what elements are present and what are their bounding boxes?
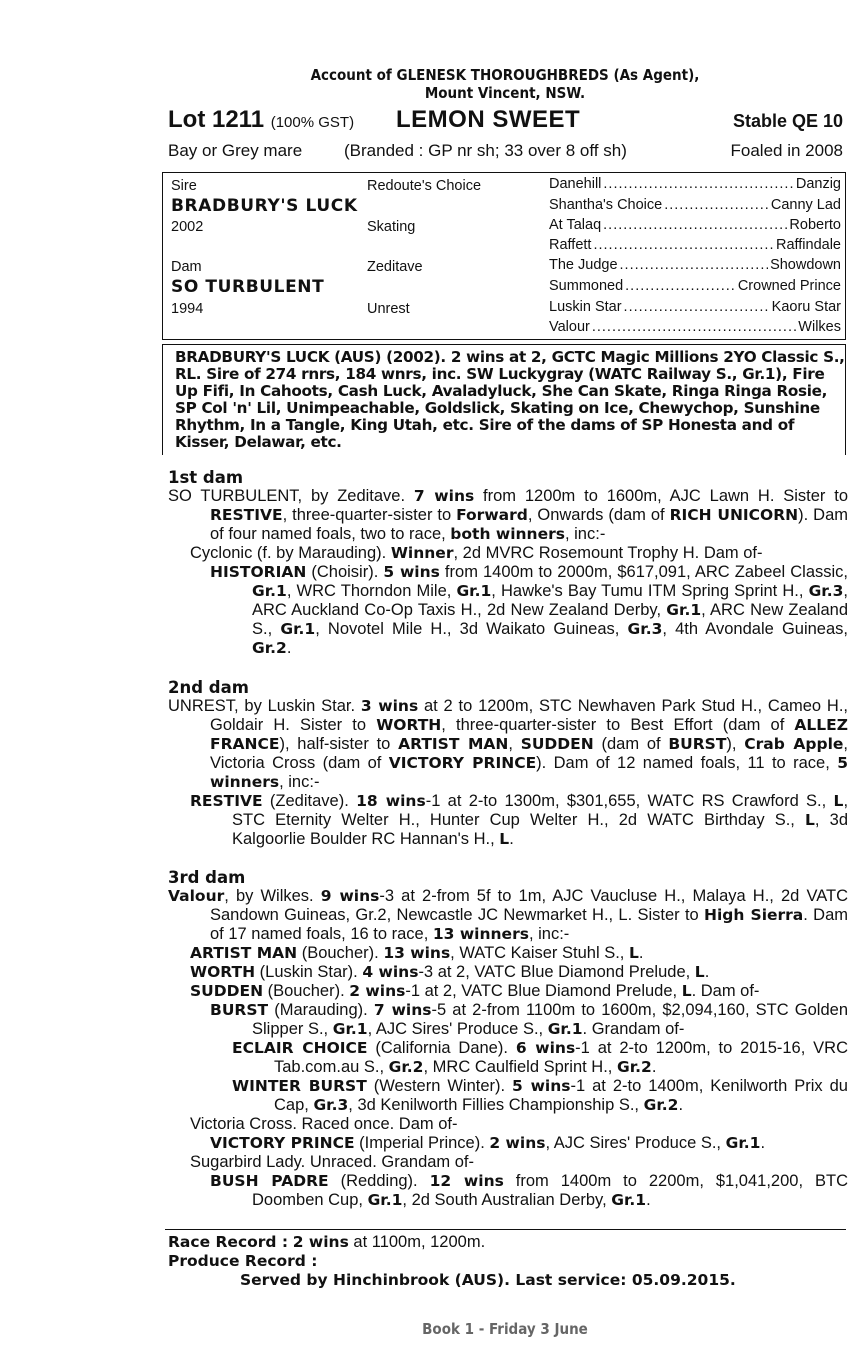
dam-sire: Zeditave	[367, 259, 423, 275]
horse-description: Bay or Grey mare	[168, 141, 303, 160]
third-dam-heading: 3rd dam	[168, 868, 246, 887]
gs-row: Summoned ..... Crowned Prince	[549, 278, 841, 294]
lot-number: Lot 1211 (100% GST)	[168, 106, 355, 133]
dam-label: Dam	[171, 259, 202, 275]
gs-row: Shantha's Choice ..... Canny Lad	[549, 197, 841, 213]
sire-sire: Redoute's Choice	[367, 178, 482, 194]
sire-name: BRADBURY'S LUCK	[171, 196, 358, 216]
gs-row: Luskin Star ..... Kaoru Star	[549, 299, 841, 315]
first-dam-section	[168, 468, 848, 658]
divider	[165, 1229, 846, 1230]
second-dam-text: UNREST, by Luskin Star. 3 wins at 2 to 1200m, STC Newhaven Park Stud H., Cameo H., Goldair H. Sister to WORTH, three-quarter-sister to Best Effort (dam of ALLEZ FRANCE), half-sister to ARTIST MAN, SUDDEN (dam of BURST), Crab Apple, Victoria Cross (dam of VICTORY PRINCE). Dam of 12 named foals, 11 to race, 5 winners, inc:-	[168, 697, 849, 791]
sire-summary: BRADBURY'S LUCK (AUS) (2002). 2 wins at 2, GCTC Magic Millions 2YO Classic S., RL. Sire of 274 rnrs, 184 wnrs, inc. SW Luckygray (WATC Railway S., Gr.1), Fire Up Fifi, In Cahoots, Cash Luck, Avaladyluck, She Can Skate, Ringa Ringa Rosie, SP Col 'n' Lil, Unimpeachable, Goldslick, Skating on Ice, Chewychop, Sunshine Rhythm, In a Tangle, King Utah, etc. Sire of the dams of SP Honesta and of Kisser, Delawar, etc.	[175, 348, 845, 451]
produce-entry: VICTORY PRINCE (Imperial Prince). 2 wins, AJC Sires' Produce S., Gr.1.	[210, 1134, 766, 1152]
vendor-header	[0, 66, 860, 102]
second-dam-section	[168, 678, 848, 849]
produce-entry: Cyclonic (f. by Marauding). Winner, 2d MVRC Rosemount Trophy H. Dam of-	[190, 544, 763, 562]
produce-entry: ECLAIR CHOICE (California Dane). 6 wins-1 at 2-to 1200m, to 2015-16, VRC Tab.com.au S., Gr.2, MRC Caulfield Sprint H., Gr.2.	[232, 1039, 848, 1076]
first-dam-heading: 1st dam	[168, 468, 244, 487]
sire-summary-box	[162, 344, 846, 455]
third-dam-text: Valour, by Wilkes. 9 wins-3 at 2-from 5f to 1m, AJC Vaucluse H., Malaya H., 2d VATC Sandown Guineas, Gr.2, Newcastle JC Newmarket H., L. Sister to High Sierra. Dam of 17 named foals, 16 to race, 13 winners, inc:-	[168, 887, 849, 943]
produce-entry: SUDDEN (Boucher). 2 wins-1 at 2, VATC Blue Diamond Prelude, L. Dam of-	[190, 982, 760, 1000]
produce-entry: Sugarbird Lady. Unraced. Grandam of-	[190, 1153, 475, 1171]
sire-year: 2002	[171, 219, 204, 235]
gs-row: At Talaq ..... Roberto	[549, 217, 841, 233]
gs-row: Valour ..... Wilkes	[549, 319, 841, 335]
produce-entry: RESTIVE (Zeditave). 18 wins-1 at 2-to 1300m, $301,655, WATC RS Crawford S., L, STC Eternity Welter H., Hunter Cup Welter H., 2d WATC Birthday S., L, 3d Kalgoorlie Boulder RC Hannan's H., L.	[190, 792, 849, 848]
first-dam-text: SO TURBULENT, by Zeditave. 7 wins from 1200m to 1600m, AJC Lawn H. Sister to RESTIVE, three-quarter-sister to Forward, Onwards (dam of RICH UNICORN). Dam of four named foals, two to race, both winners, inc:-	[168, 487, 849, 543]
sire-dam: Skating	[367, 219, 416, 235]
race-record: Race Record : 2 wins at 1100m, 1200m.	[168, 1233, 486, 1251]
dam-name: SO TURBULENT	[171, 277, 325, 297]
horse-name: LEMON SWEET	[396, 106, 581, 133]
dam-year: 1994	[171, 301, 204, 317]
produce-entry: BUSH PADRE (Redding). 12 wins from 1400m to 2200m, $1,041,200, BTC Doomben Cup, Gr.1, 2d South Australian Derby, Gr.1.	[210, 1172, 848, 1209]
gs-row: Raffett ..... Raffindale	[549, 237, 841, 253]
produce-entry: Victoria Cross. Raced once. Dam of-	[190, 1115, 458, 1133]
records	[168, 1233, 848, 1290]
sire-label: Sire	[171, 178, 197, 194]
produce-record: Produce Record :	[168, 1252, 318, 1270]
gs-row: The Judge ..... Showdown	[549, 257, 841, 273]
produce-entry: HISTORIAN (Choisir). 5 wins from 1400m to 2000m, $617,091, ARC Zabeel Classic, Gr.1, WRC Thorndon Mile, Gr.1, Hawke's Bay Tumu ITM Spring Sprint H., Gr.3, ARC Auckland Co-Op Taxis H., 2d New Zealand Derby, Gr.1, ARC New Zealand S., Gr.1, Novotel Mile H., 3d Waikato Guineas, Gr.3, 4th Avondale Guineas, Gr.2.	[210, 563, 849, 657]
dam-dam: Unrest	[367, 301, 410, 317]
foaled-year: Foaled in 2008	[730, 141, 843, 160]
gs-row: Danehill ..... Danzig	[549, 176, 841, 192]
page-footer: Book 1 - Friday 3 June	[422, 1320, 588, 1338]
pedigree-table	[162, 172, 846, 340]
second-dam-heading: 2nd dam	[168, 678, 249, 697]
third-dam-section	[168, 868, 848, 1210]
produce-entry: WINTER BURST (Western Winter). 5 wins-1 at 2-to 1400m, Kenilworth Prix du Cap, Gr.3, 3d Kenilworth Fillies Championship S., Gr.2.	[232, 1077, 848, 1114]
produce-entry: ARTIST MAN (Boucher). 13 wins, WATC Kaiser Stuhl S., L.	[190, 944, 644, 962]
vendor-line-1: Account of GLENESK THOROUGHBREDS (As Agent),	[310, 66, 700, 84]
produce-entry: WORTH (Luskin Star). 4 wins-3 at 2, VATC Blue Diamond Prelude, L.	[190, 963, 710, 981]
lot-line	[168, 106, 843, 136]
branding: (Branded : GP nr sh; 33 over 8 off sh)	[344, 141, 627, 160]
produce-entry: BURST (Marauding). 7 wins-5 at 2-from 1100m to 1600m, $2,094,160, STC Golden Slipper S., Gr.1, AJC Sires' Produce S., Gr.1. Grandam of-	[210, 1001, 848, 1038]
gst-note: (100% GST)	[270, 114, 355, 131]
vendor-line-2: Mount Vincent, NSW.	[424, 84, 586, 102]
stable-location: Stable QE 10	[732, 111, 843, 131]
service-record: Served by Hinchinbrook (AUS). Last service: 05.09.2015.	[240, 1271, 736, 1289]
